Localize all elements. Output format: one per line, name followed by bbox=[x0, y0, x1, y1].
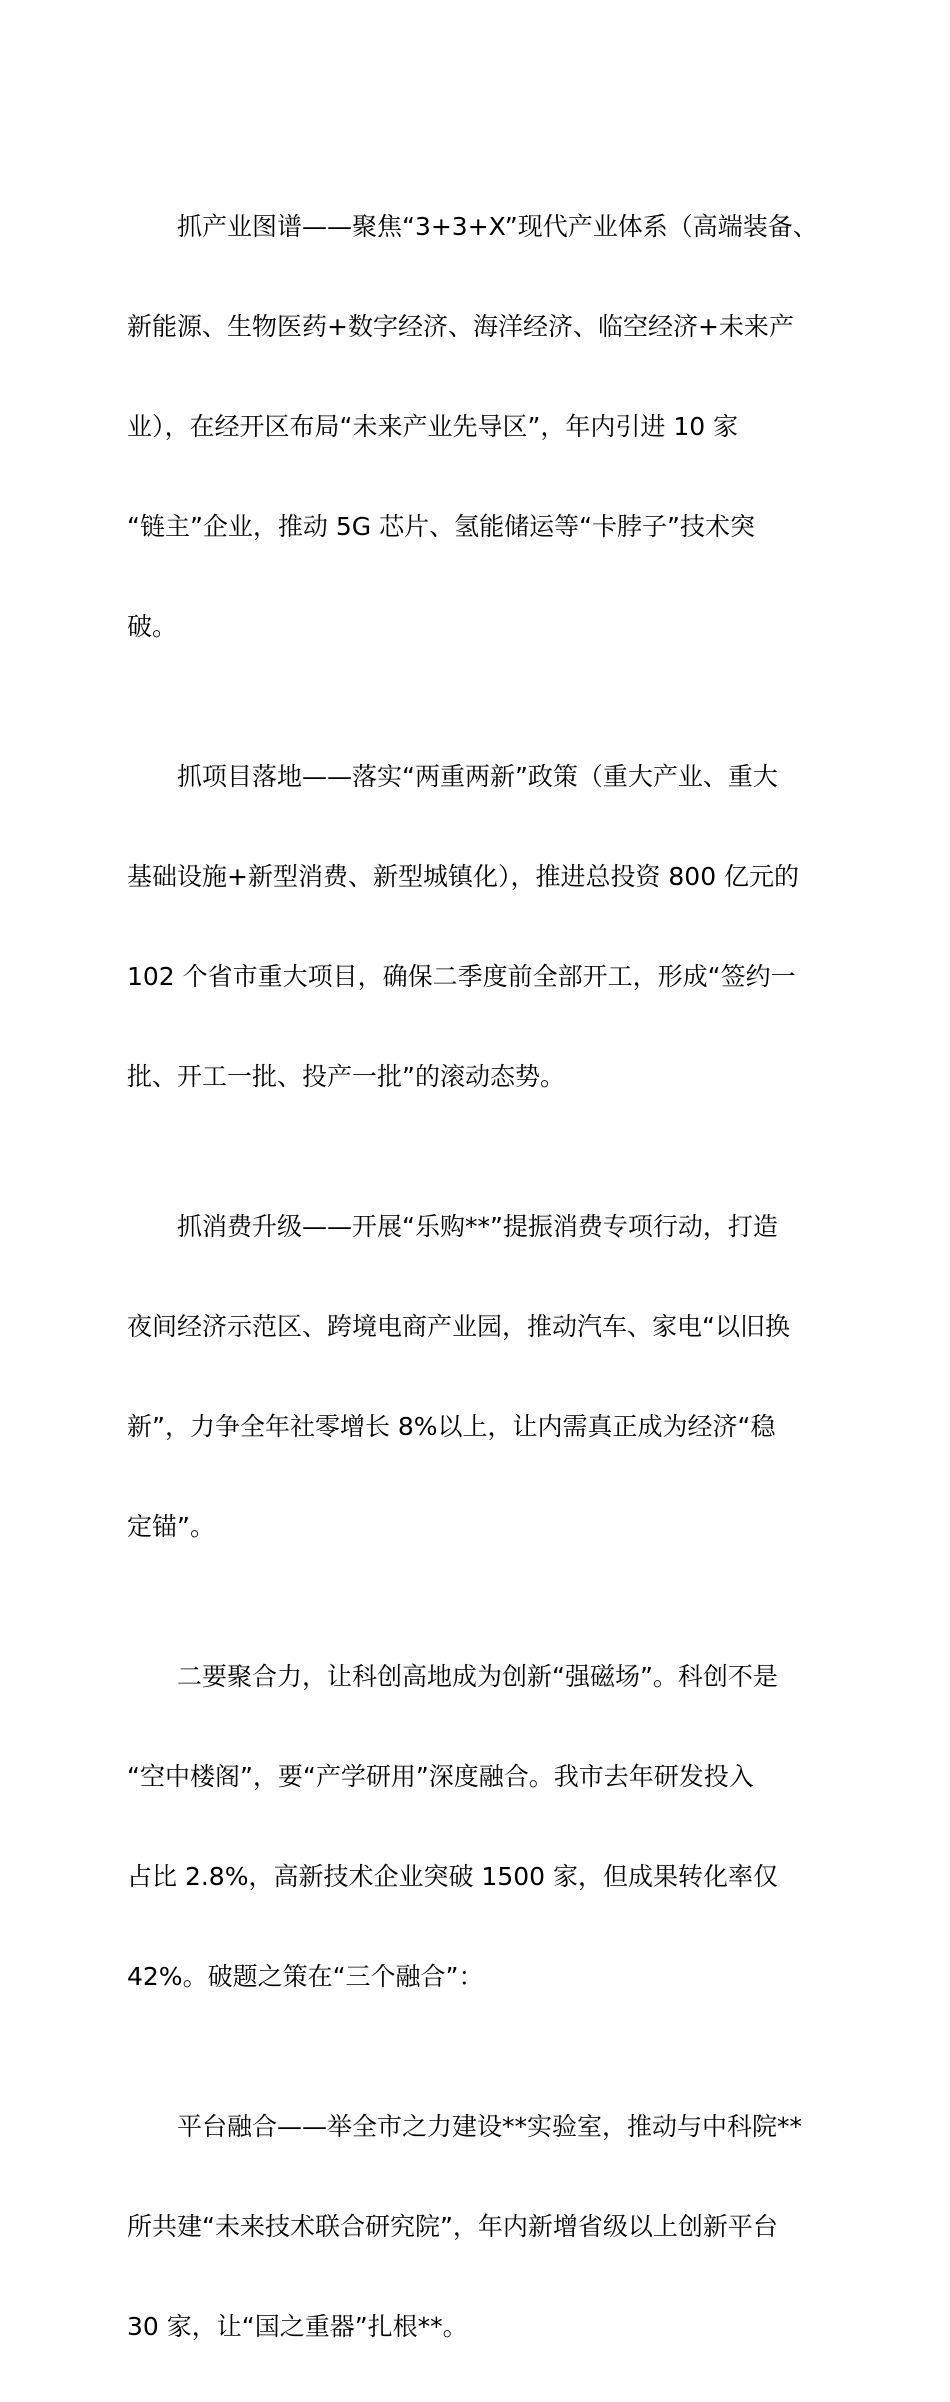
text-line: 定锚”。 bbox=[127, 1512, 215, 1541]
text-line: 业），在经开区布局“未来产业先导区”，年内引进 10 家 bbox=[127, 412, 739, 441]
text-line: 新”，力争全年社零增长 8%以上，让内需真正成为经济“稳 bbox=[127, 1412, 776, 1441]
paragraph-project-landing bbox=[127, 702, 835, 1152]
text-line: 所共建“未来技术联合研究院”，年内新增省级以上创新平台 bbox=[127, 2212, 778, 2241]
text-line: 平台融合——举全市之力建设**实验室，推动与中科院** bbox=[177, 2112, 803, 2141]
paragraph-industry-map bbox=[127, 152, 835, 702]
text-line: 30 家，让“国之重器”扎根**。 bbox=[127, 2312, 468, 2341]
paragraph-platform-integration bbox=[127, 2052, 835, 2402]
text-line: 基础设施+新型消费、新型城镇化），推进总投资 800 亿元的 bbox=[127, 862, 800, 891]
text-line: 批、开工一批、投产一批”的滚动态势。 bbox=[127, 1062, 565, 1091]
text-line: 占比 2.8%，高新技术企业突破 1500 家，但成果转化率仅 bbox=[127, 1862, 778, 1891]
document-body bbox=[127, 152, 835, 2402]
paragraph-innovation-synergy bbox=[127, 1602, 835, 2052]
text-line: 新能源、生物医药+数字经济、海洋经济、临空经济+未来产 bbox=[127, 312, 794, 341]
text-line: “空中楼阁”，要“产学研用”深度融合。我市去年研发投入 bbox=[127, 1762, 754, 1791]
text-line: 夜间经济示范区、跨境电商产业园，推动汽车、家电“以旧换 bbox=[127, 1312, 790, 1341]
text-line: 42%。破题之策在“三个融合”： bbox=[127, 1962, 484, 1991]
text-line: 抓消费升级——开展“乐购**”提振消费专项行动，打造 bbox=[177, 1212, 778, 1241]
text-line: 抓产业图谱——聚焦“3+3+X”现代产业体系（高端装备、 bbox=[177, 212, 818, 241]
text-line: 二要聚合力，让科创高地成为创新“强磁场”。科创不是 bbox=[177, 1662, 778, 1691]
text-line: 破。 bbox=[127, 612, 178, 641]
paragraph-consumption-upgrade bbox=[127, 1152, 835, 1602]
text-line: 102 个省市重大项目，确保二季度前全部开工，形成“签约一 bbox=[127, 962, 796, 991]
text-line: “链主”企业，推动 5G 芯片、氢能储运等“卡脖子”技术突 bbox=[127, 512, 755, 541]
text-line: 抓项目落地——落实“两重两新”政策（重大产业、重大 bbox=[177, 762, 778, 791]
